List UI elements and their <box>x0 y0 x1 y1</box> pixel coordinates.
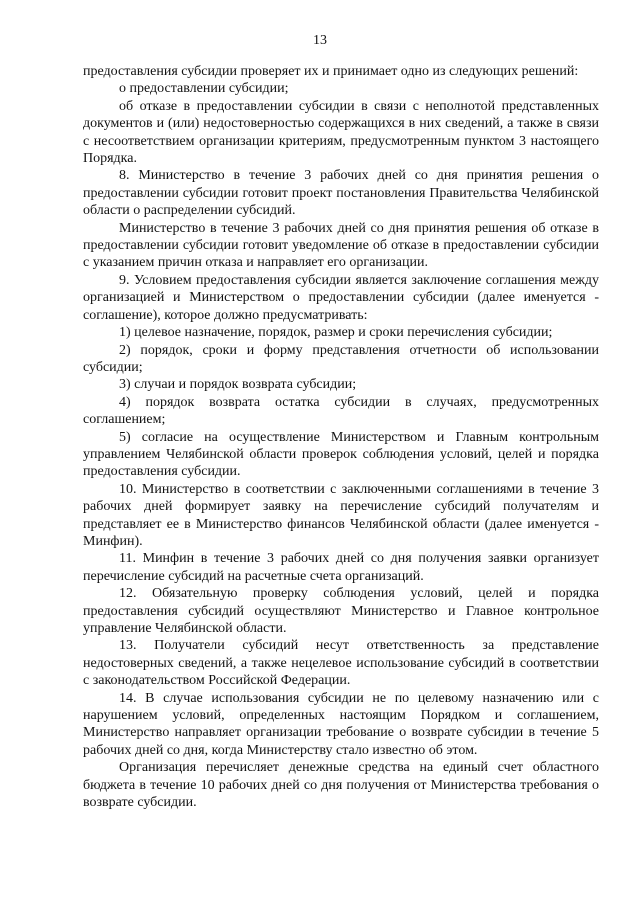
paragraph-clause-9: 9. Условием предоставления субсидии является заключение соглашения между организацией и Министерством о предоставлении субсидии (далее именуется - соглашение), которое должно предусматривать: <box>83 272 599 323</box>
paragraph-item-2: 2) порядок, сроки и форму представления отчетности об использовании субсидии; <box>83 342 599 375</box>
paragraph-continuation: предоставления субсидии проверяет их и принимает одно из следующих решений: <box>83 64 579 79</box>
paragraph-clause-12: 12. Обязательную проверку соблюдения условий, целей и порядка предоставления субсидий осуществляют Министерство и Главное контрольное управление Челябинской области. <box>83 586 599 636</box>
paragraph-clause-10: 10. Министерство в соответствии с заключенными соглашениями в течение 3 рабочих дней формирует заявку на перечисление субсидий получателям и представляет ее в Министерство финансов Челябинской области (далее именуется - Минфин). <box>83 481 599 549</box>
paragraph-item-1: 1) целевое назначение, порядок, размер и сроки перечисления субсидии; <box>119 325 553 341</box>
paragraph-item-4: 4) порядок возврата остатка субсидии в случаях, предусмотренных соглашением; <box>83 394 599 428</box>
paragraph-refusal-notice: Министерство в течение 3 рабочих дней со дня принятия решения об отказе в предоставлении субсидии готовит уведомление об отказе в предоставлении субсидии с указанием причин отказа и направляет его организации. <box>83 220 599 271</box>
paragraph-option-refusal: об отказе в предоставлении субсидии в связи с неполнотой представленных документов и (или) недостоверностью содержащихся в них сведений, а также в связи с несоответствием организации критериям, предусмотренным пунктом 3 настоящего Порядка. <box>83 98 599 167</box>
paragraph-item-3: 3) случаи и порядок возврата субсидии; <box>119 377 357 393</box>
paragraph-repayment: Организация перечисляет денежные средства на единый счет областного бюджета в течение 10 рабочих дней со дня получения от Министерства требования о возврате субсидии. <box>83 760 599 811</box>
document-body <box>83 63 599 811</box>
paragraph-clause-8: 8. Министерство в течение 3 рабочих дней со дня принятия решения о предоставлении субсидии готовит проект постановления Правительства Челябинской области о распределении субсидий. <box>83 168 599 219</box>
paragraph-clause-11: 11. Минфин в течение 3 рабочих дней со дня получения заявки организует перечисление субсидий на расчетные счета организаций. <box>83 551 599 584</box>
page-number: 13 <box>313 33 327 48</box>
paragraph-option-grant: о предоставлении субсидии; <box>119 81 289 97</box>
paragraph-clause-14: 14. В случае использования субсидии не по целевому назначению или с нарушением условий, определенных настоящим Порядком и соглашением, Министерство направляет организации требование о возврате субсидии в течение 5 рабочих дней со дня, когда Министерству стало известно об этом. <box>83 690 599 758</box>
paragraph-item-5: 5) согласие на осуществление Министерством и Главным контрольным управлением Челябинской области проверок соблюдения условий, целей и порядка предоставления субсидии. <box>83 429 599 480</box>
paragraph-clause-13: 13. Получатели субсидий несут ответственность за представление недостоверных сведений, а также нецелевое использование субсидий в соответствии с законодательством Российской Федерации. <box>83 638 599 689</box>
